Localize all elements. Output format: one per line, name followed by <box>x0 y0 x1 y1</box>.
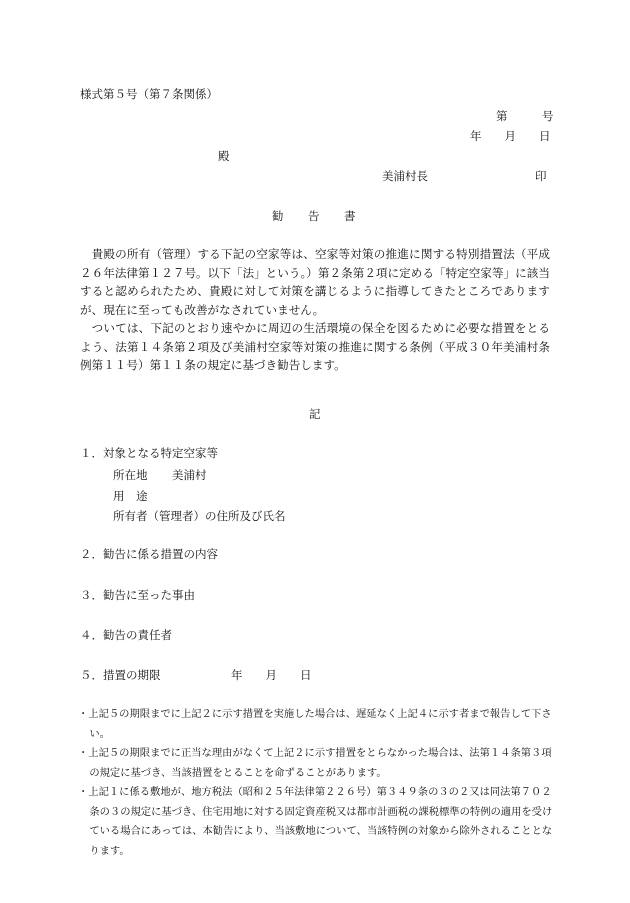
item-4-heading: ４．勧告の責任者 <box>80 628 172 642</box>
note-item: ・上記１に係る敷地が、地方税法（昭和２５年法律第２２６号）第３４９条の３の２又は同法第７０２条の３の規定に基づき、住宅用地に対する固定資産税又は都市計画税の課税標準の特例の適用を受けている場合にあっては、本勧告により、当該敷地について、当該特例の対象から除外されることとなります。 <box>78 786 553 857</box>
item-5-date: 年 月 日 <box>231 668 312 682</box>
notes-list <box>78 705 556 861</box>
body-paragraph-2: ついては、下記のとおり速やかに周辺の生活環境の保全を図るために必要な措置をとるよう、法第１４条第２項及び美浦村空家等対策の推進に関する条例（平成３０年美浦村条例第１１号）第１１条の規定に基づき勧告します。 <box>80 321 550 372</box>
form-number: 様式第５号（第７条関係） <box>80 87 218 101</box>
body-paragraph-1: 貴殿の所有（管理）する下記の空家等は、空家等対策の推進に関する特別措置法（平成２６年法律第１２７号。以下「法」という。）第２条第２項に定める「特定空家等」に該当すると認められたため、貴殿に対して対策を講じるように指導してきたところでありますが、現在に至っても改善がなされていません。 <box>80 247 550 317</box>
date-line: 年 月 日 <box>470 129 551 143</box>
note-item: ・上記５の期限までに正当な理由がなくて上記２に示す措置をとらなかった場合は、法第１４条第３項の規定に基づき、当該措置をとることを命ずることがあります。 <box>78 747 552 779</box>
item-5-heading: ５．措置の期限 <box>80 668 161 682</box>
seal-mark: 印 <box>535 169 547 183</box>
ki-heading: 記 <box>309 407 321 421</box>
document-title: 勧 告 書 <box>272 209 356 223</box>
item-2-heading: ２．勧告に係る措置の内容 <box>80 547 218 561</box>
owner-label: 所有者（管理者）の住所及び氏名 <box>113 509 286 523</box>
item-1-heading: １．対象となる特定空家等 <box>80 446 218 460</box>
document-number: 第 号 <box>496 109 554 123</box>
addressee-honorific: 殿 <box>218 149 230 163</box>
issuer-name: 美浦村長 <box>382 169 428 183</box>
location-value: 美浦村 <box>172 468 207 482</box>
note-item: ・上記５の期限までに上記２に示す措置を実施した場合は、遅延なく上記４に示す者まで報告して下さい。 <box>78 708 552 740</box>
item-3-heading: ３．勧告に至った事由 <box>80 588 195 602</box>
location-label: 所在地 <box>113 468 148 482</box>
use-label: 用 途 <box>113 489 148 503</box>
